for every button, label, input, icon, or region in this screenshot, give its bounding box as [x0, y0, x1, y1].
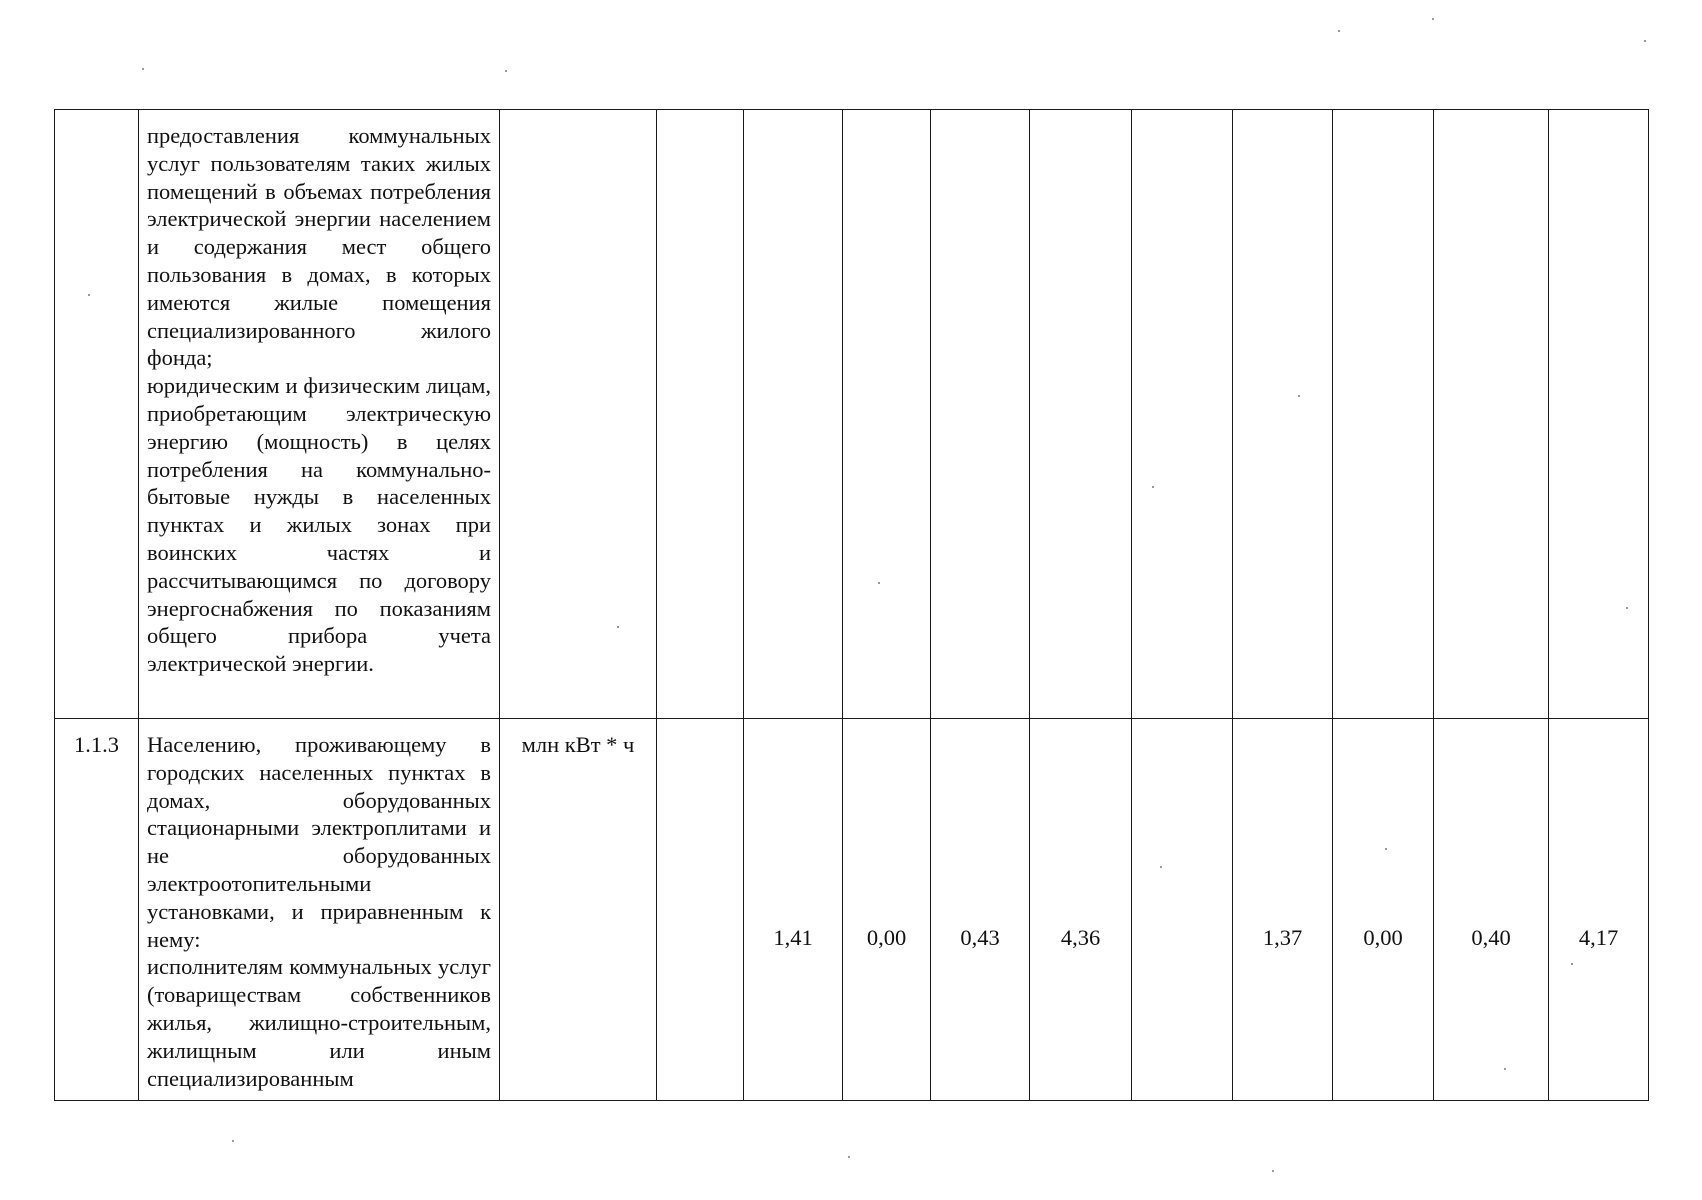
- scan-speck: [1272, 1170, 1274, 1172]
- scan-speck: [232, 1140, 234, 1142]
- row-description-cell: [139, 110, 500, 719]
- scan-speck: [505, 70, 507, 72]
- scan-speck: [142, 68, 144, 70]
- scan-speck: [1644, 40, 1646, 42]
- unit-cell: млн кВт * ч: [500, 719, 657, 1101]
- tariff-table: [54, 109, 1649, 1101]
- unit-cell: [500, 110, 657, 719]
- value-cell: 4,36: [1030, 719, 1132, 1101]
- scan-speck: [1160, 866, 1162, 868]
- value-cell: [1333, 110, 1434, 719]
- row-description-cell: [139, 719, 500, 1101]
- value-cell: 0,00: [1333, 719, 1434, 1101]
- value-cell: 0,43: [931, 719, 1030, 1101]
- table-row-continuation: [55, 110, 1649, 719]
- value-cell: [1233, 110, 1333, 719]
- value-cell: 1,37: [1233, 719, 1333, 1101]
- scan-speck: [1626, 607, 1628, 609]
- value-cell: [744, 110, 843, 719]
- scan-speck: [1385, 848, 1387, 850]
- value-cell: [1549, 110, 1649, 719]
- value-cell: [1132, 110, 1233, 719]
- scan-speck: [878, 582, 880, 584]
- description-paragraph: исполнителям коммунальных услуг (товариществам собственников жилья, жилищно-строительным, жилищным или иным специализированным: [147, 954, 491, 1091]
- table-row-1-1-3: [55, 719, 1649, 1101]
- value-cell: [1132, 719, 1233, 1101]
- value-cell: [843, 110, 931, 719]
- description-paragraph: Населению, проживающему в городских населенных пунктах в домах, оборудованных стационарными электроплитами и не оборудованных электроотопительными установками, и приравненным к нему:: [147, 732, 491, 952]
- value-cell: 0,40: [1434, 719, 1549, 1101]
- value-cell: [1030, 110, 1132, 719]
- scan-speck: [1504, 1068, 1506, 1070]
- scan-speck: [1152, 486, 1154, 488]
- scan-speck: [1298, 395, 1300, 397]
- scan-speck: [88, 294, 90, 296]
- value-cell: 4,17: [1549, 719, 1649, 1101]
- scan-speck: [848, 1156, 850, 1158]
- value-cell: 1,41: [744, 719, 843, 1101]
- description-paragraph: юридическим и физическим лицам, приобретающим электрическую энергию (мощность) в целях потребления на коммунально-бытовые нужды в населенных пунктах и жилых зонах при воинских частях и рассчитывающимся по договору энергоснабжения по показаниям общего прибора учета электрической энергии.: [147, 373, 491, 677]
- row-number-cell: [55, 110, 139, 719]
- scan-speck: [1432, 18, 1434, 20]
- value-cell: [657, 110, 744, 719]
- value-cell: [1434, 110, 1549, 719]
- scan-speck: [617, 626, 619, 628]
- row-number-cell: 1.1.3: [55, 719, 139, 1101]
- value-cell: 0,00: [843, 719, 931, 1101]
- value-cell: [931, 110, 1030, 719]
- value-cell: [657, 719, 744, 1101]
- scan-speck: [1338, 30, 1340, 32]
- description-paragraph: предоставления коммунальных услуг пользователям таких жилых помещений в объемах потребления электрической энергии населением и содержания мест общего пользования в домах, в которых имеются жилые помещения специализированного жилого фонда;: [147, 123, 491, 371]
- scan-speck: [1571, 963, 1573, 965]
